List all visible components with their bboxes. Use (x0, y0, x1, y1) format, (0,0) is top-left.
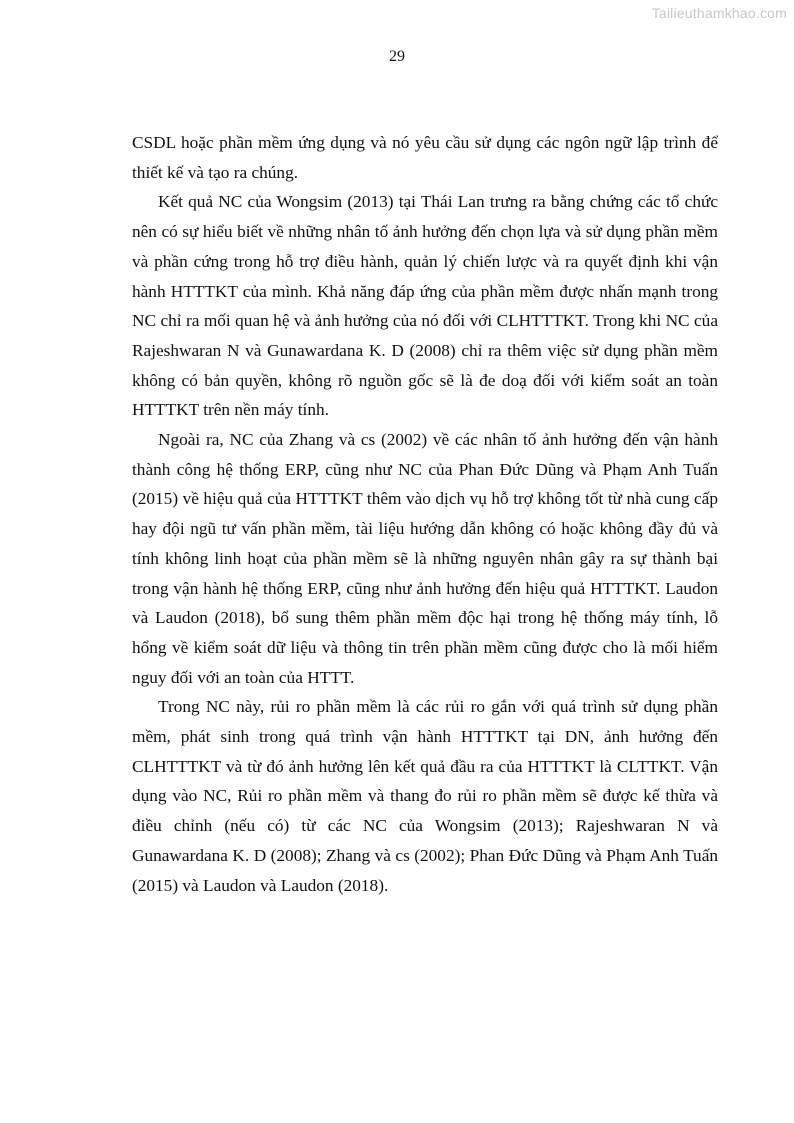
paragraph: Trong NC này, rủi ro phần mềm là các rủi ro gắn với quá trình sử dụng phần mềm, phát sinh trong quá trình vận hành HTTTKT tại DN, ảnh hưởng đến CLHTTTKT và từ đó ảnh hưởng lên kết quả đầu ra của HTTTKT là CLTTKT. Vận dụng vào NC, Rủi ro phần mềm và thang đo rủi ro phần mềm sẽ được kế thừa và điều chỉnh (nếu có) từ các NC của Wongsim (2013); Rajeshwaran N và Gunawardana K. D (2008); Zhang và cs (2002); Phan Đức Dũng và Phạm Anh Tuấn (2015) và Laudon và Laudon (2018). (132, 697, 718, 895)
page-number: 29 (389, 48, 405, 65)
paragraph: Kết quả NC của Wongsim (2013) tại Thái Lan trưng ra bằng chứng các tổ chức nên có sự hiểu biết về những nhân tố ảnh hưởng đến chọn lựa và sử dụng phần mềm và phần cứng trong hỗ trợ điều hành, quản lý chiến lược và ra quyết định khi vận hành HTTTKT của mình. Khả năng đáp ứng của phần mềm được nhấn mạnh trong NC chỉ ra mối quan hệ và ảnh hưởng của nó đối với CLHTTTKT. Trong khi NC của Rajeshwaran N và Gunawardana K. D (2008) chỉ ra thêm việc sử dụng phần mềm không có bản quyền, không rõ nguồn gốc sẽ là đe doạ đối với kiểm soát an toàn HTTTKT trên nền máy tính. (132, 192, 718, 420)
paragraph: Ngoài ra, NC của Zhang và cs (2002) về các nhân tố ảnh hưởng đến vận hành thành công hệ thống ERP, cũng như NC của Phan Đức Dũng và Phạm Anh Tuấn (2015) về hiệu quả của HTTTKT thêm vào dịch vụ hỗ trợ không tốt từ nhà cung cấp hay đội ngũ tư vấn phần mềm, tài liệu hướng dẫn không có hoặc không đầy đủ và tính không linh hoạt của phần mềm sẽ là những nguyên nhân gây ra sự thành bại trong vận hành hệ thống ERP, cũng như ảnh hưởng đến hiệu quả HTTTKT. Laudon và Laudon (2018), bổ sung thêm phần mềm độc hại trong hệ thống máy tính, lỗ hổng về kiểm soát dữ liệu và thông tin trên phần mềm cũng được cho là mối hiểm nguy đối với an toàn của HTTT. (132, 430, 718, 687)
body-text (132, 128, 718, 900)
watermark: Tailieuthamkhao.com (651, 5, 787, 21)
paragraph: CSDL hoặc phần mềm ứng dụng và nó yêu cầu sử dụng các ngôn ngữ lập trình để thiết kế và tạo ra chúng. (132, 133, 718, 182)
